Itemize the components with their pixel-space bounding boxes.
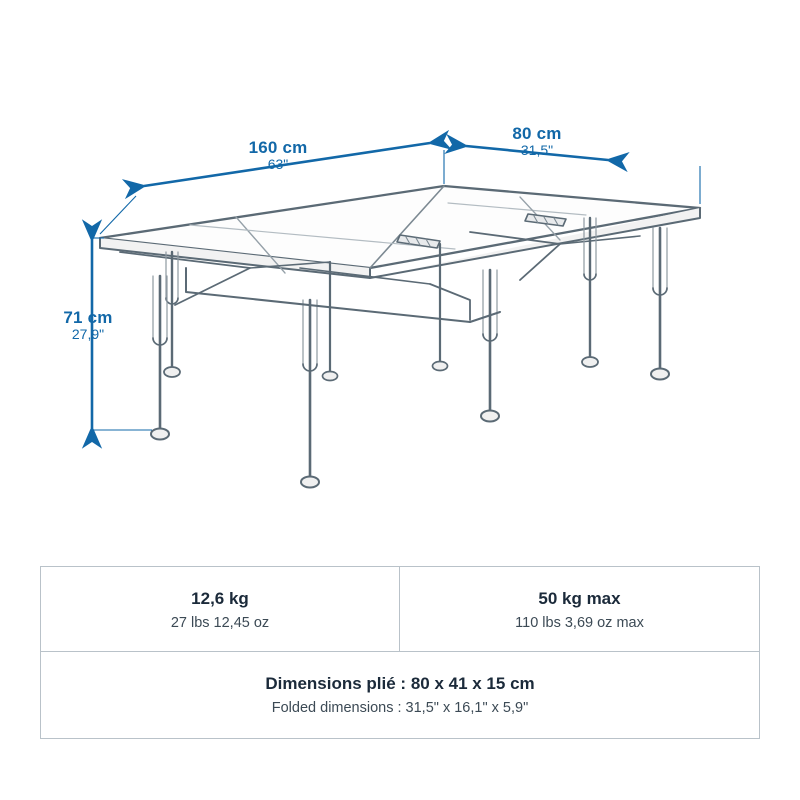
weight-secondary: 27 lbs 12,45 oz [170, 615, 270, 631]
table-drawing [100, 186, 700, 488]
width-metric: 80 cm [512, 124, 562, 143]
width-imperial: 31,5" [520, 142, 554, 159]
folded-secondary: Folded dimensions : 31,5" x 16,1" x 5,9" [271, 700, 529, 716]
dimension-label-length [198, 138, 358, 173]
specifications-table [40, 566, 760, 739]
max-load-secondary: 110 lbs 3,69 oz max [515, 615, 644, 631]
dimension-label-width [472, 124, 602, 159]
spec-cell-weight [41, 567, 400, 651]
dimension-lines [92, 143, 608, 428]
folded-primary: Dimensions plié : 80 x 41 x 15 cm [265, 674, 535, 693]
weight-primary: 12,6 kg [191, 589, 249, 608]
length-metric: 160 cm [248, 138, 308, 157]
spec-cell-folded-dimensions [41, 652, 759, 738]
length-imperial: 63" [267, 156, 289, 173]
spec-cell-max-load [400, 567, 759, 651]
dimension-label-height [40, 308, 136, 343]
table-row [41, 567, 759, 652]
height-metric: 71 cm [63, 308, 113, 327]
dimension-extension-lines [92, 150, 700, 430]
max-load-primary: 50 kg max [538, 589, 621, 608]
table-row [41, 652, 759, 738]
height-imperial: 27,9" [71, 326, 105, 343]
